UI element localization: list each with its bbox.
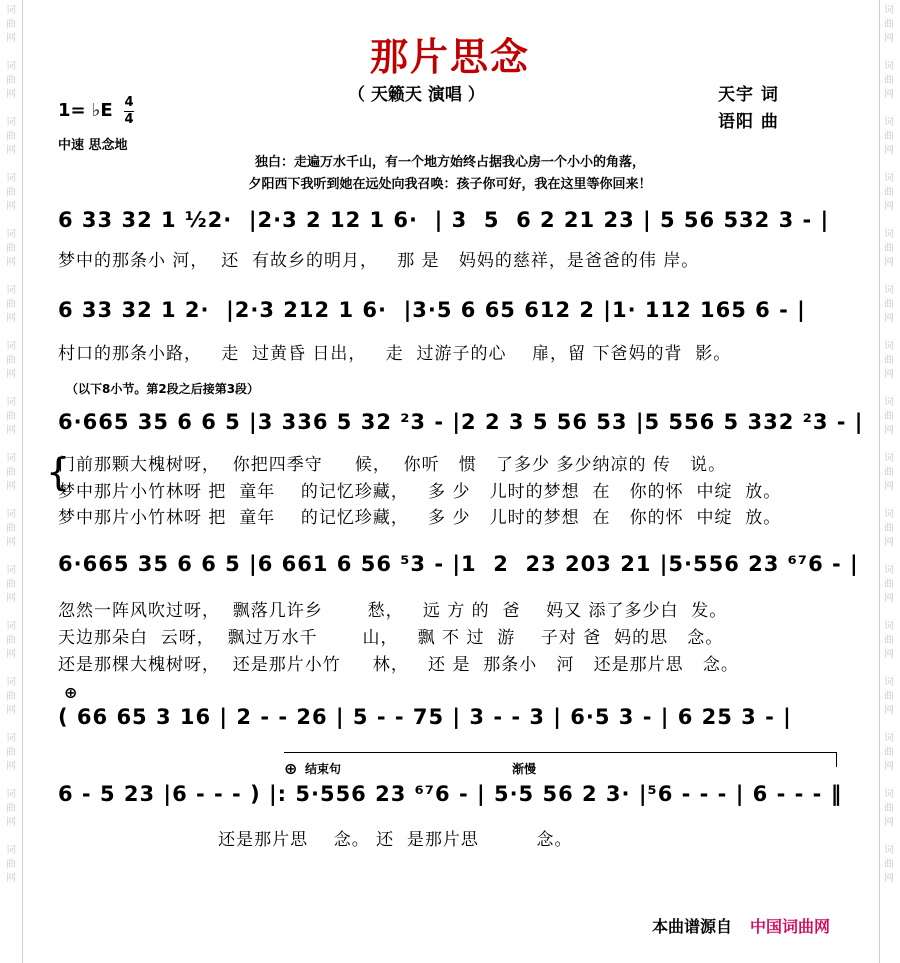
watermark-left: 词 曲 网 词 曲 网 词 曲 网 词 曲 网 词 曲 网 词 曲 网 词 曲 网 词 曲 网 词 曲 网 词 曲 网 词 曲 网 词 曲 网 词 曲 网 词 曲 网 词 曲 网 词 曲 网	[6, 5, 16, 884]
verse-brace: {	[46, 450, 71, 494]
coda-icon-2: ⊕	[284, 759, 298, 778]
section-footnote: （以下8小节。第2段之后接第3段）	[66, 382, 260, 396]
lyric-line-4c: 还是那棵大槐树呀， 还是那片小竹 林， 还 是 那条小 河 还是那片思 念。	[58, 655, 739, 675]
ending-label: 结束句	[305, 762, 342, 776]
source-site-link[interactable]: 中国词曲网	[749, 917, 830, 936]
lyric-line-4a: 忽然一阵风吹过呀， 飘落几许乡 愁， 远 方 的 爸 妈又 添了多少白 发。	[58, 601, 728, 621]
lyric-line-3a: 门前那颗大槐树呀， 你把四季守 候， 你听 惯 了多少 多少纳凉的 传 说。	[58, 455, 727, 475]
lyric-line-4b: 天边那朵白 云呀， 飘过万水千 山， 飘 不 过 游 子对 爸 妈的思 念。	[58, 628, 724, 648]
lyric-line-3c: 梦中那片小竹林呀 把 童年 的记忆珍藏， 多 少 儿时的梦想 在 你的怀 中绽 放。	[58, 508, 782, 528]
watermark-right: 词 曲 网 词 曲 网 词 曲 网 词 曲 网 词 曲 网 词 曲 网 词 曲 网 词 曲 网 词 曲 网 词 曲 网 词 曲 网 词 曲 网 词 曲 网 词 曲 网 词 曲 网 词 曲 网	[884, 5, 894, 884]
key-signature: 1= ♭E	[58, 100, 113, 121]
time-signature	[124, 96, 134, 127]
meter-bottom: 4	[124, 112, 134, 127]
notation-line-1: 6 33 32 1 ½2· |2·3 2 12 1 6· | 3 5 6 2 21 23 | 5 56 532 3 - |	[58, 208, 830, 232]
ending-bracket	[284, 752, 837, 767]
notation-line-4: 6·665 35 6 6 5 |6 661 6 56 ⁵3 - |1 2 23 203 21 |5·556 23 ⁶⁷6 - |	[58, 552, 859, 576]
song-title: 那片思念	[369, 35, 530, 79]
composer: 语阳 曲	[718, 112, 779, 132]
lyric-line-6: 还是那片思 念。 还 是那片思 念。	[58, 830, 573, 850]
monologue-line-2: 夕阳西下我听到她在远处向我召唤：孩子你可好，我在这里等你回来！	[248, 177, 652, 192]
notation-line-2: 6 33 32 1 2· |2·3 212 1 6· |3·5 6 65 612 2 |1· 112 165 6 - |	[58, 298, 806, 322]
monologue-line-1: 独白：走遍万水千山，有一个地方始终占据我心房一个小小的角落，	[254, 155, 645, 170]
source-credit	[652, 914, 830, 937]
lyric-line-1: 梦中的那条小 河， 还 有故乡的明月， 那 是 妈妈的慈祥，是爸爸的伟 岸。	[58, 251, 700, 271]
lyric-line-2: 村口的那条小路， 走 过黄昏 日出， 走 过游子的心 扉，留 下爸妈的背 影。	[58, 344, 732, 364]
performer: （ 天籁天 演唱 ）	[348, 85, 485, 105]
lyric-line-3b: 梦中那片小竹林呀 把 童年 的记忆珍藏， 多 少 儿时的梦想 在 你的怀 中绽 放。	[58, 482, 782, 502]
meter-top: 4	[124, 95, 134, 110]
notation-line-5: ( 66 65 3 16 | 2 - - 26 | 5 - - 75 | 3 - - 3 | 6·5 3 - | 6 25 3 - |	[58, 705, 792, 729]
notation-line-3: 6·665 35 6 6 5 |3 336 5 32 ²3 - |2 2 3 5 56 53 |5 556 5 332 ²3 - |	[58, 410, 864, 434]
ritardando-label: 渐慢	[512, 762, 537, 776]
coda-icon: ⊕	[64, 683, 78, 702]
lyricist: 天宇 词	[718, 85, 779, 105]
source-label: 本曲谱源自	[651, 917, 732, 936]
notation-line-6: 6 - 5 23 |6 - - - ) |: 5·556 23 ⁶⁷6 - | 5·5 56 2 3· |⁵6 - - - | 6 - - - ‖	[58, 782, 843, 806]
tempo-marking: 中速 思念地	[58, 138, 128, 153]
